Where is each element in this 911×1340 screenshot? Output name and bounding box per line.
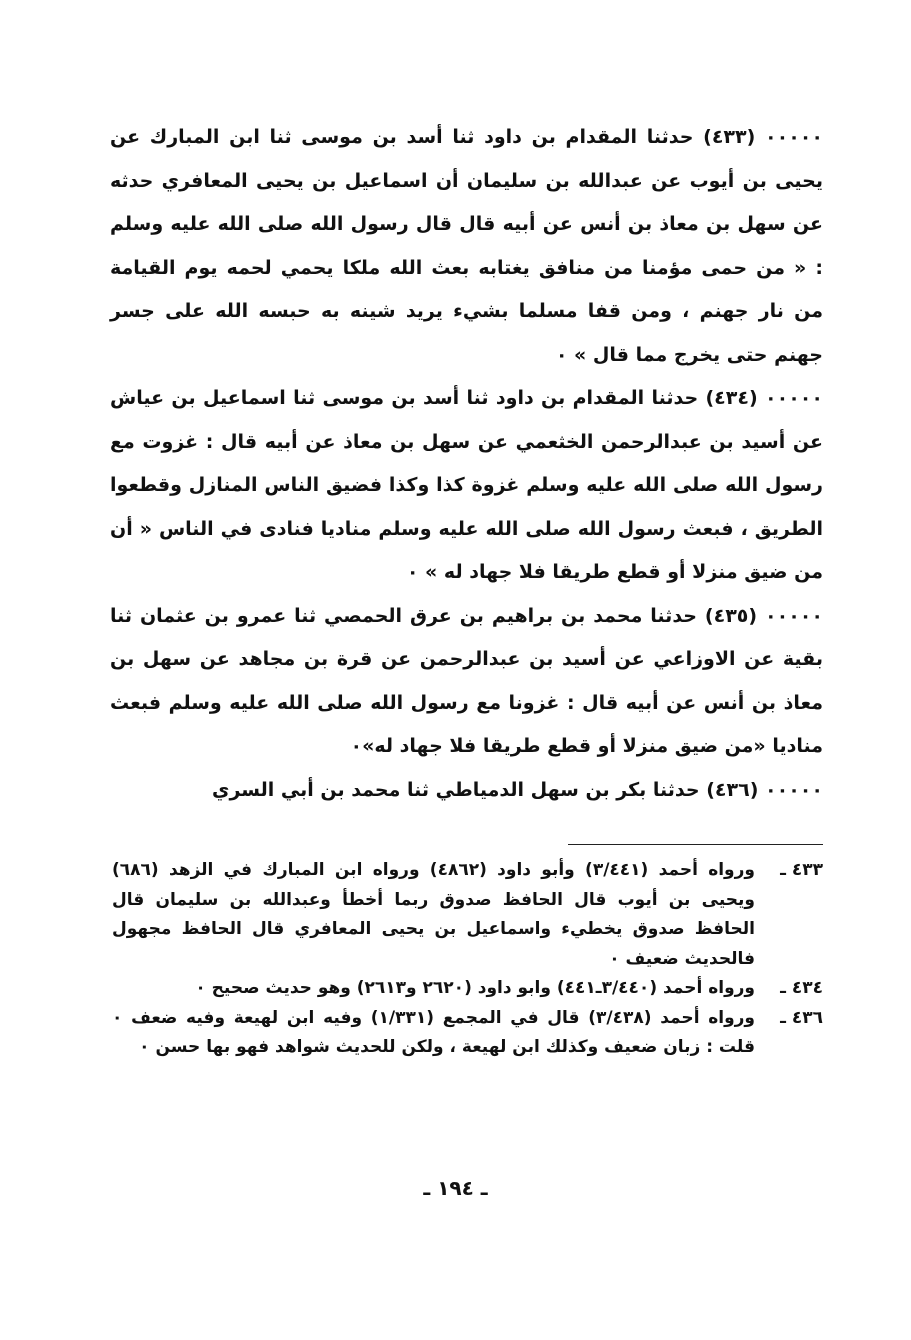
footnote-number: ٤٣٦ ـ (780, 1007, 823, 1028)
footnote-434 (112, 974, 823, 1004)
footnote-text: ورواه أحمد (٣/٤٣٨) قال في المجمع (١/٣٣١) وفيه ابن لهيعة وفيه ضعف ٠ قلت : زبان ضعيف وكذلك ابن لهيعة ، ولكن للحديث شواهد فهو بها حسن ٠ (112, 1007, 756, 1057)
footnote-text: ورواه أحمد (٣/٤٤١) وأبو داود (٤٨٦٢) ورواه ابن المبارك في الزهد (٦٨٦) ويحيى بن أيوب قال الحافظ صدوق ربما أخطأ وعبدالله بن سليمان قال الحافظ صدوق يخطيء واسماعيل بن يحيى المعافري قال الحافظ مجهول فالحديث ضعيف ٠ (112, 860, 755, 969)
footnote-number: ٤٣٣ ـ (780, 860, 823, 880)
hadith-paragraph-434: ٠٠٠٠٠ (٤٣٤) حدثنا المقدام بن داود ثنا أسد بن موسى ثنا اسماعيل بن عياش عن أسيد بن عبدالرحمن الخثعمي عن سهل بن معاذ عن أبيه قال : غزوت مع رسول الله صلى الله عليه وسلم غزوة كذا وكذا فضيق الناس المنازل وقطعوا الطريق ، فبعث رسول الله صلى الله عليه وسلم مناديا فنادى في الناس « أن من ضيق منزلا أو قطع طريقا فلا جهاد له » ٠ (110, 387, 823, 583)
footnotes (112, 856, 823, 1063)
footnote-number: ٤٣٤ ـ (780, 978, 823, 998)
footnote-divider (568, 844, 823, 845)
footnote-433 (112, 856, 823, 974)
hadith-paragraph-435: ٠٠٠٠٠ (٤٣٥) حدثنا محمد بن براهيم بن عرق الحمصي ثنا عمرو بن عثمان ثنا بقية عن الاوزاعي عن أسيد بن عبدالرحمن عن قرة بن مجاهد عن سهل بن معاذ بن أنس عن أبيه قال : غزونا مع رسول الله صلى الله عليه وسلم فبعث مناديا «من ضيق منزلا أو قطع طريقا فلا جهاد له»٠ (110, 604, 823, 757)
hadith-paragraph-436: ٠٠٠٠٠ (٤٣٦) حدثنا بكر بن سهل الدمياطي ثنا محمد بن أبي السري (212, 778, 823, 801)
main-text (110, 116, 823, 812)
page-number: ـ ١٩٤ ـ (423, 1176, 488, 1200)
footnote-text: ورواه أحمد (٣/٤٤٠ـ٤٤١) وابو داود (٢٦٢٠ و٢٦١٣) وهو حديث صحيح ٠ (195, 978, 755, 998)
footnote-436 (112, 1004, 823, 1063)
hadith-paragraph-433: ٠٠٠٠٠ (٤٣٣) حدثنا المقدام بن داود ثنا أسد بن موسى ثنا ابن المبارك عن يحيى بن أيوب عن عبدالله بن سليمان أن اسماعيل بن يحيى المعافري حدثه عن سهل بن معاذ بن أنس عن أبيه قال قال رسول الله صلى الله عليه وسلم : « من حمى مؤمنا من منافق يغتابه بعث الله ملكا يحمي لحمه يوم القيامة من نار جهنم ، ومن قفا مسلما بشيء يريد شينه به حبسه الله على جسر جهنم حتى يخرج مما قال » ٠ (110, 126, 823, 366)
